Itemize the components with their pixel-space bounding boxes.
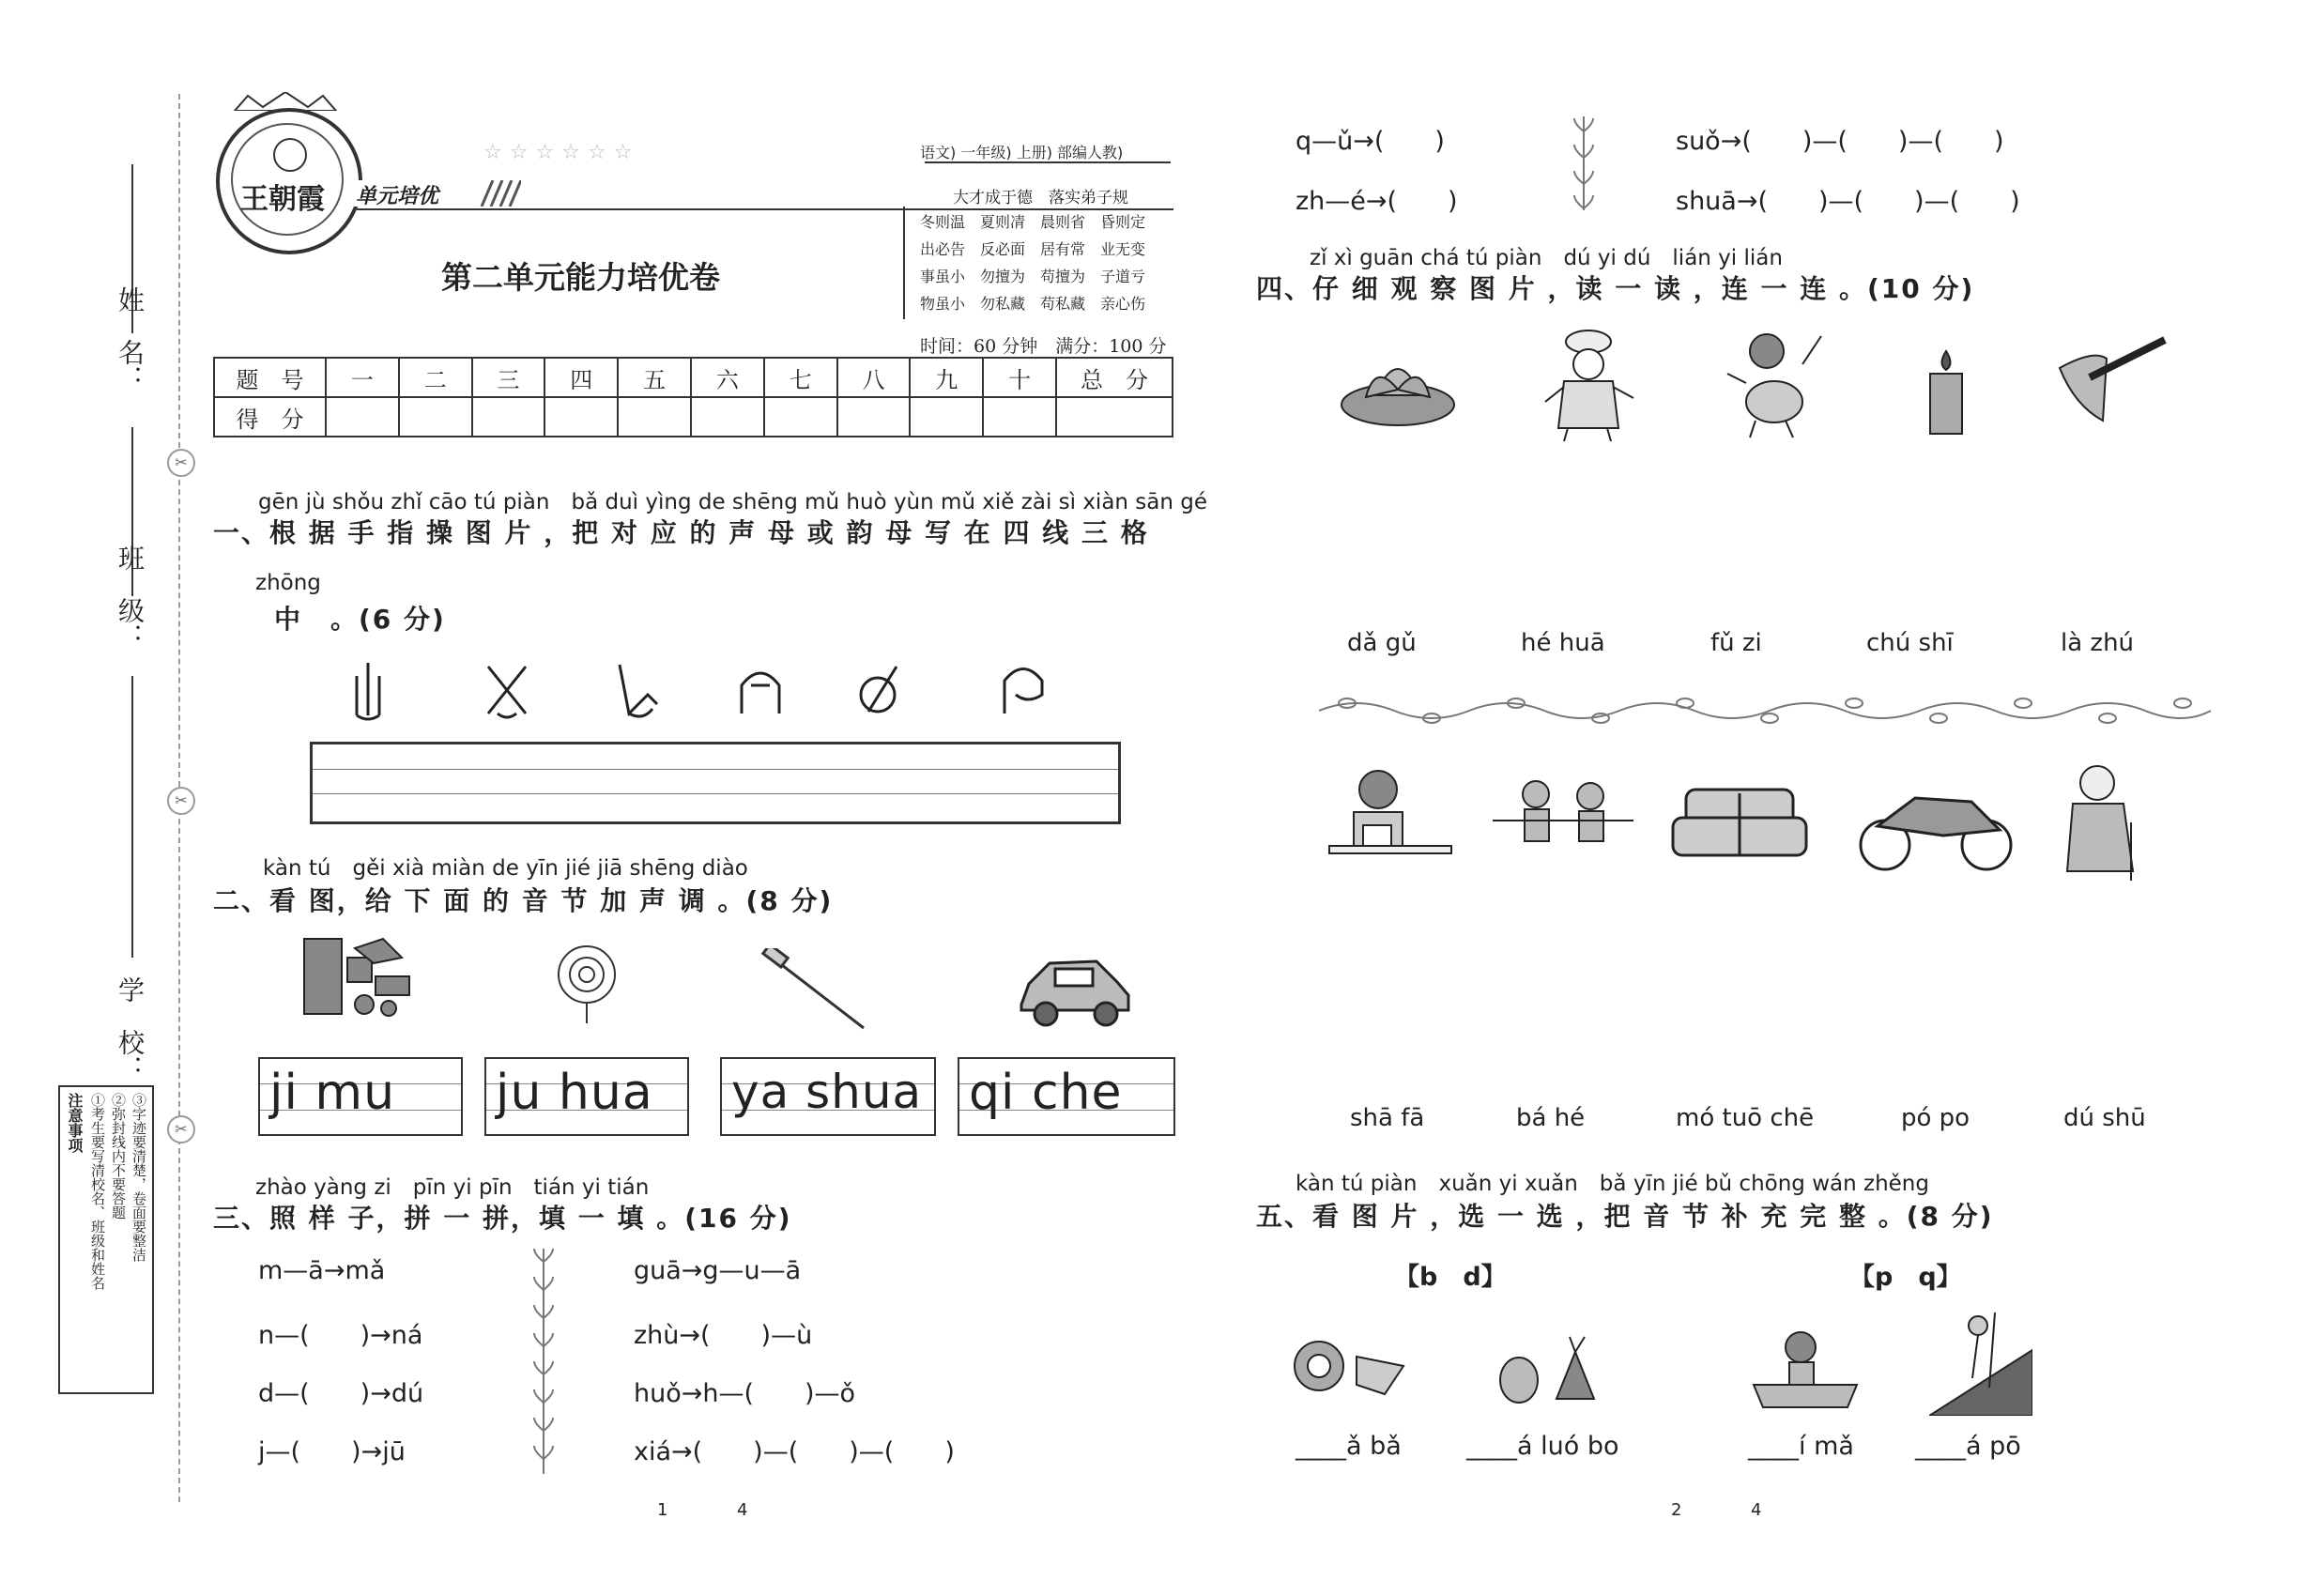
q4-top-word: fǔ zi [1710,629,1762,657]
chef-icon [1540,327,1643,443]
q1-pinyin: gēn jù shǒu zhǐ cāo tú piàn bǎ duì yìng de shēng mǔ huò yùn mǔ xiě zài sì xiàn sān gé [258,490,1208,514]
score-cell: 十 [983,358,1056,397]
score-input[interactable] [472,397,545,437]
q1-pinyin-2: zhōng [255,571,321,595]
toothbrush-icon [760,948,873,1033]
q3-item: guā→g—u—ā [634,1256,802,1285]
score-input[interactable] [326,397,399,437]
poem-line: 冬则温 夏则凊 晨则省 昏则定 [920,213,1146,231]
vine-border-icon [1319,690,2211,731]
score-cell: 一 [326,358,399,397]
hand-gesture-icons [347,657,1061,723]
q3-item[interactable]: d—( )→dú [258,1379,424,1408]
name-label: 姓 名： [115,286,146,391]
score-cell: 四 [544,358,618,397]
series-band [352,180,521,207]
score-cell: 三 [472,358,545,397]
q2-pinyin: kàn tú gěi xià miàn de yīn jié jiā shēng diào [263,856,748,881]
q5-answer-blank[interactable]: ____í mǎ [1748,1432,1854,1461]
pinyin-box-ji-mu[interactable] [258,1057,463,1136]
score-cell: 五 [618,358,691,397]
pinyin-word: qi che [969,1065,1123,1121]
time-info: 时间：60 分钟 满分：100 分 [920,336,1167,357]
pulling-radish-icon [1491,1333,1613,1408]
score-input[interactable] [544,397,618,437]
tug-of-war-icon [1493,772,1633,866]
q5-answer-blank[interactable]: ____ǎ bǎ [1296,1432,1402,1461]
poem-line: 出必告 反必面 居有常 业无变 [920,240,1146,258]
hand-gesture-icon [620,665,657,716]
q4-top-word: là zhú [2061,629,2135,657]
tag-volume: 上册 [1016,144,1047,161]
poem-line: 事虽小 勿擅为 苟擅为 子道亏 [920,268,1146,285]
q3-text: 三、照 样 子，拼 一 拼，填 一 填 。(16 分) [213,1203,792,1234]
score-input[interactable] [983,397,1056,437]
vine-divider-icon [1572,116,1596,210]
score-input[interactable] [910,397,983,437]
score-cell: 二 [399,358,472,397]
q3-item[interactable]: xiá→( )—( )—( ) [634,1437,955,1466]
score-input[interactable] [618,397,691,437]
q4-top-word: chú shī [1866,629,1954,657]
school-line[interactable] [131,676,133,958]
q4-bottom-word: shā fā [1350,1104,1425,1132]
notes-title: 注意事项 [66,1093,84,1153]
p2-item[interactable]: suǒ→( )—( )—( ) [1676,127,2004,156]
page-total-left: 4 [737,1500,748,1520]
q3-item[interactable]: huǒ→h—( )—ǒ [634,1379,856,1408]
notes-box [58,1085,154,1394]
sofa-icon [1669,784,1810,868]
score-input[interactable] [837,397,911,437]
poem-line: 物虽小 勿私藏 苟私藏 亲心伤 [920,295,1146,313]
poem-bar [903,207,905,319]
school-label: 学 校： [115,976,146,1082]
note-item: ②弥封线内不要答题 [110,1093,127,1220]
q4-bottom-word: pó po [1901,1104,1970,1132]
pinyin-word: ya shua [731,1065,923,1119]
writing-grid[interactable] [310,742,1121,824]
crown-icon [225,92,345,111]
page-number-right: 2 [1671,1500,1682,1520]
q3-item[interactable]: zhù→( )—ù [634,1321,813,1350]
score-cell: 题 号 [214,358,326,397]
score-cell: 六 [691,358,764,397]
score-value-row [214,397,1173,437]
q2-text: 二、看 图，给 下 面 的 音 节 加 声 调 。(8 分) [213,885,834,916]
pinyin-word: ji mu [269,1065,396,1121]
class-label: 班 级： [115,545,146,650]
note-item: ①考生要写清校名、班级和姓名 [89,1093,106,1290]
tag-edition: 部编人教 [1057,144,1118,161]
q5-answer-blank[interactable]: ____á pō [1915,1432,2021,1461]
score-table [213,357,1173,437]
p2-item[interactable]: shuā→( )—( )—( ) [1676,187,2020,216]
vine-divider-icon [531,1249,556,1474]
chrysanthemum-icon [544,939,629,1023]
score-cell: 八 [837,358,911,397]
hand-gesture-icon [1004,669,1042,714]
climbing-slope-icon [1929,1312,2032,1416]
brand-name: 王朝霞 [240,183,325,216]
motorcycle-icon [1849,779,2018,873]
page-number-left: 1 [657,1500,668,1520]
q4-bottom-word: mó tuō chē [1676,1104,1815,1132]
pinyin-word: ju hua [496,1065,653,1121]
portrait-icon [273,138,307,172]
lotus-icon [1338,343,1458,429]
hand-gesture-icon [357,663,379,719]
drumming-child-icon [1718,327,1831,439]
candle-icon [1923,349,1970,436]
q3-item[interactable]: n—( )→ná [258,1321,423,1350]
p2-item[interactable]: zh—é→( ) [1296,187,1458,216]
q4-bottom-word: bá hé [1516,1104,1586,1132]
q4-bottom-word: dú shū [2063,1104,2146,1132]
q3-item[interactable]: j—( )→jū [258,1437,406,1466]
q5-text: 五、看 图 片 ，选 一 选 ，把 音 节 补 充 完 整 。(8 分) [1256,1201,1994,1232]
score-input[interactable] [399,397,472,437]
stars-icon: ☆☆☆☆☆☆ [483,141,640,164]
page-title: 第二单元能力培优卷 [441,259,720,296]
q4-text: 四、仔 细 观 察 图 片 ，读 一 读 ，连 一 连 。(10 分) [1256,273,1975,304]
score-input[interactable] [1056,397,1173,437]
q4-pinyin: zǐ xì guān chá tú piàn dú yi dú lián yi lián [1310,246,1783,270]
tag-row: 语文) 一年级) 上册) 部编人教) [920,144,1124,161]
note-item: ③字迹要清楚，卷面要整洁 [130,1093,147,1262]
reading-girl-icon [1326,765,1457,870]
q3-pinyin: zhào yàng zi pīn yi pīn tián yi tián [255,1175,650,1200]
scissor-icon: ✂ [167,1115,195,1143]
poem-block [920,208,1145,317]
q5-answer-blank[interactable]: ____á luó bo [1466,1432,1619,1461]
q1-text: 一、根 据 手 指 操 图 片 ，把 对 应 的 声 母 或 韵 母 写 在 四 线 三 格 [213,517,1149,548]
q5-group-bd: 【b d】 [1394,1263,1507,1292]
building-blocks-icon [299,920,421,1023]
playing-target-icon [1291,1328,1422,1404]
q4-top-word: hé huā [1521,629,1605,657]
grandma-icon [2054,760,2148,884]
tag-grade: 一年级 [960,144,1006,161]
scissor-icon: ✂ [167,787,195,815]
axe-icon [2056,330,2169,428]
score-input[interactable] [764,397,837,437]
tag-subject: 语文 [920,144,951,161]
pinyin-box-ya-shua[interactable] [720,1057,936,1136]
p2-item[interactable]: q—ǔ→( ) [1296,127,1445,156]
car-icon [1012,948,1134,1033]
q4-top-word: dǎ gǔ [1347,629,1417,657]
score-cell: 九 [910,358,983,397]
motto: 大才成于德 落实弟子规 [953,189,1128,207]
tag-rule [925,161,1171,163]
page-total-right: 4 [1751,1500,1762,1520]
pinyin-box-ju-hua[interactable] [484,1057,689,1136]
riding-horse-icon [1744,1328,1866,1409]
pinyin-box-qi-che[interactable] [958,1057,1175,1136]
score-cell: 得 分 [214,397,326,437]
q5-pinyin: kàn tú piàn xuǎn yi xuǎn bǎ yīn jié bǔ chōng wán zhěng [1296,1172,1929,1196]
series-label: 单元培优 [356,184,439,208]
brand-seal [216,108,362,254]
q1-text-2: 中 。(6 分) [274,604,446,635]
hand-gesture-icon [488,667,526,717]
q5-group-pq: 【p q】 [1849,1263,1962,1292]
score-header-row [214,358,1173,397]
score-input[interactable] [691,397,764,437]
score-cell: 七 [764,358,837,397]
q3-item: m—ā→mǎ [258,1256,386,1285]
score-cell: 总 分 [1056,358,1173,397]
hand-gesture-icon [742,673,779,714]
scissor-icon: ✂ [167,449,195,477]
